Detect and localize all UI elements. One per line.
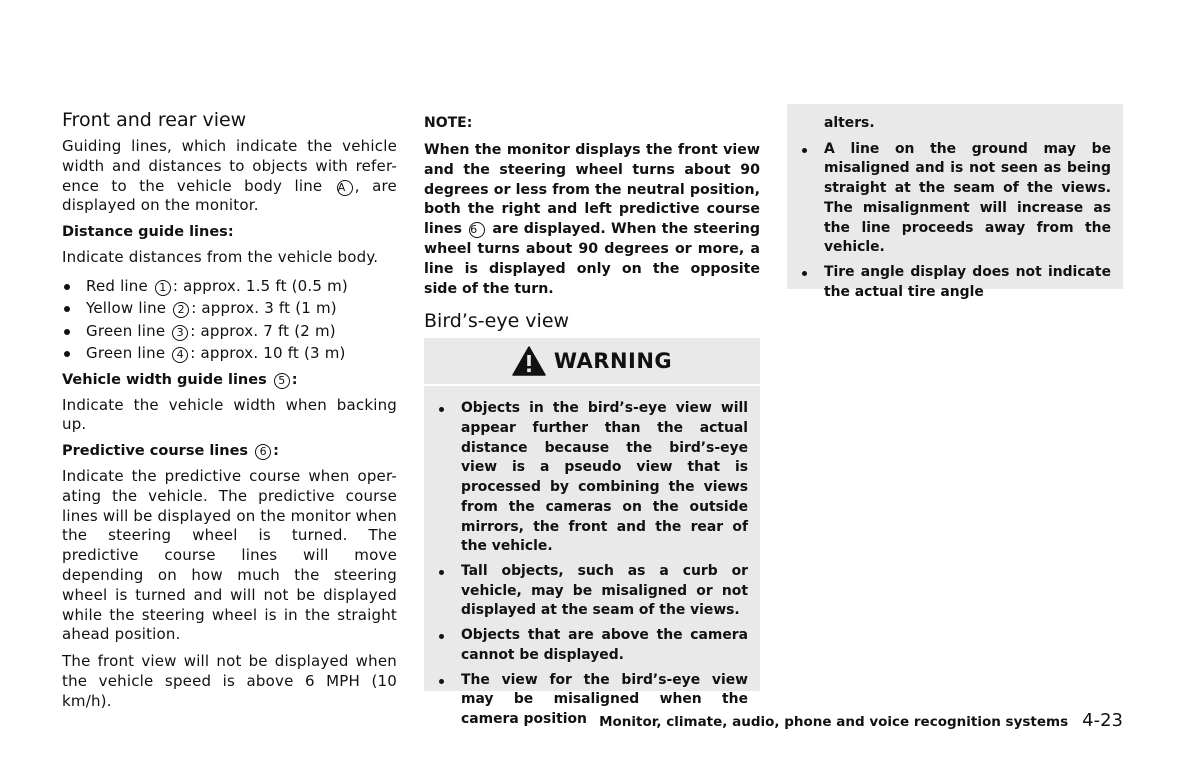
- page-footer: [560, 710, 1123, 731]
- note-heading: NOTE:: [424, 115, 473, 131]
- warning-continuation-list: [824, 140, 1111, 303]
- left-column: [62, 108, 397, 719]
- list-item: A line on the ground may be misaligned and is not seen as being straight at the seam of the views. The misalignment will increase as the line proceeds away from the vehicle.: [824, 140, 1111, 258]
- list-item: Objects in the bird’s-eye view will appear further than the actual distance because the bird’s-eye view is a pseudo view that is processed by combining the views from the cameras on the outside mirrors, the front and the rear of the vehicle.: [461, 399, 748, 557]
- marker-3: 3: [172, 325, 188, 341]
- predictive-course-text: Indicate the predictive course when oper- ating the vehicle. The predictive course lines will be displayed on the monitor when the steering wheel is turned. The predictive course lines will move depending on how much the steering wheel is turned and will not be displayed while the steering wheel is in the straight ahead position.: [62, 466, 397, 644]
- guide-line-list: [62, 275, 397, 365]
- marker-a: A: [337, 180, 353, 196]
- middle-column: [424, 114, 760, 727]
- birds-eye-view-heading: Bird’s-eye view: [424, 310, 570, 333]
- width-guide-title: Vehicle width guide lines 5 :: [62, 371, 298, 388]
- warning-list: [424, 386, 760, 729]
- list-item: Yellow line 2 : approx. 3 ft (1 m): [62, 297, 397, 320]
- front-view-speed-text: The front view will not be displayed when the vehicle speed is above 6 MPH (10 km/h).: [62, 652, 397, 710]
- warning-triangle-icon: [512, 346, 546, 376]
- warning-header: [424, 338, 760, 386]
- list-item: Tall objects, such as a curb or vehicle, may be misaligned or not displayed at the seam of the views.: [461, 562, 748, 621]
- width-guide-text: Indicate the vehicle width when backing up.: [62, 395, 397, 434]
- list-item: Green line 3 : approx. 7 ft (2 m): [62, 320, 397, 343]
- list-item: Tire angle display does not indicate the actual tire angle: [824, 263, 1111, 302]
- list-item: Green line 4 : approx. 10 ft (3 m): [62, 342, 397, 365]
- marker-6: 6: [469, 222, 485, 238]
- front-rear-view-heading: Front and rear view: [62, 109, 247, 131]
- warning-continuation-box: [787, 104, 1123, 300]
- list-item: Objects that are above the camera cannot be displayed.: [461, 626, 748, 665]
- intro-paragraph: Guiding lines, which indicate the vehicle width and distances to objects with refer- ence to the vehicle body line A , are displayed on the monitor.: [62, 137, 397, 215]
- marker-6: 6: [255, 444, 271, 460]
- marker-5: 5: [274, 373, 290, 389]
- continuation-text: alters.: [824, 115, 875, 131]
- marker-1: 1: [155, 280, 171, 296]
- warning-box: [424, 338, 760, 727]
- predictive-course-title: Predictive course lines 6 :: [62, 443, 279, 460]
- list-item: Red line 1 : approx. 1.5 ft (0.5 m): [62, 275, 397, 298]
- right-column: [787, 104, 1123, 300]
- marker-2: 2: [173, 302, 189, 318]
- marker-4: 4: [172, 347, 188, 363]
- note-paragraph: When the monitor displays the front view and the steering wheel turns about 90 degrees or less from the neutral position, both the right and left predictive course lines 6 are displayed. When the steering wheel turns about 90 degrees or more, a line is displayed only on the opposite side of the turn.: [424, 142, 760, 297]
- warning-title: WARNING: [553, 349, 673, 374]
- list-item: The view for the bird’s-eye view may be misaligned when the camera position: [461, 671, 748, 730]
- distance-guide-title: Distance guide lines:: [62, 224, 234, 241]
- page-number: 4-23: [1082, 710, 1123, 731]
- section-title: Monitor, climate, audio, phone and voice recognition systems: [599, 714, 1069, 730]
- distance-guide-text: Indicate distances from the vehicle body.: [62, 247, 379, 266]
